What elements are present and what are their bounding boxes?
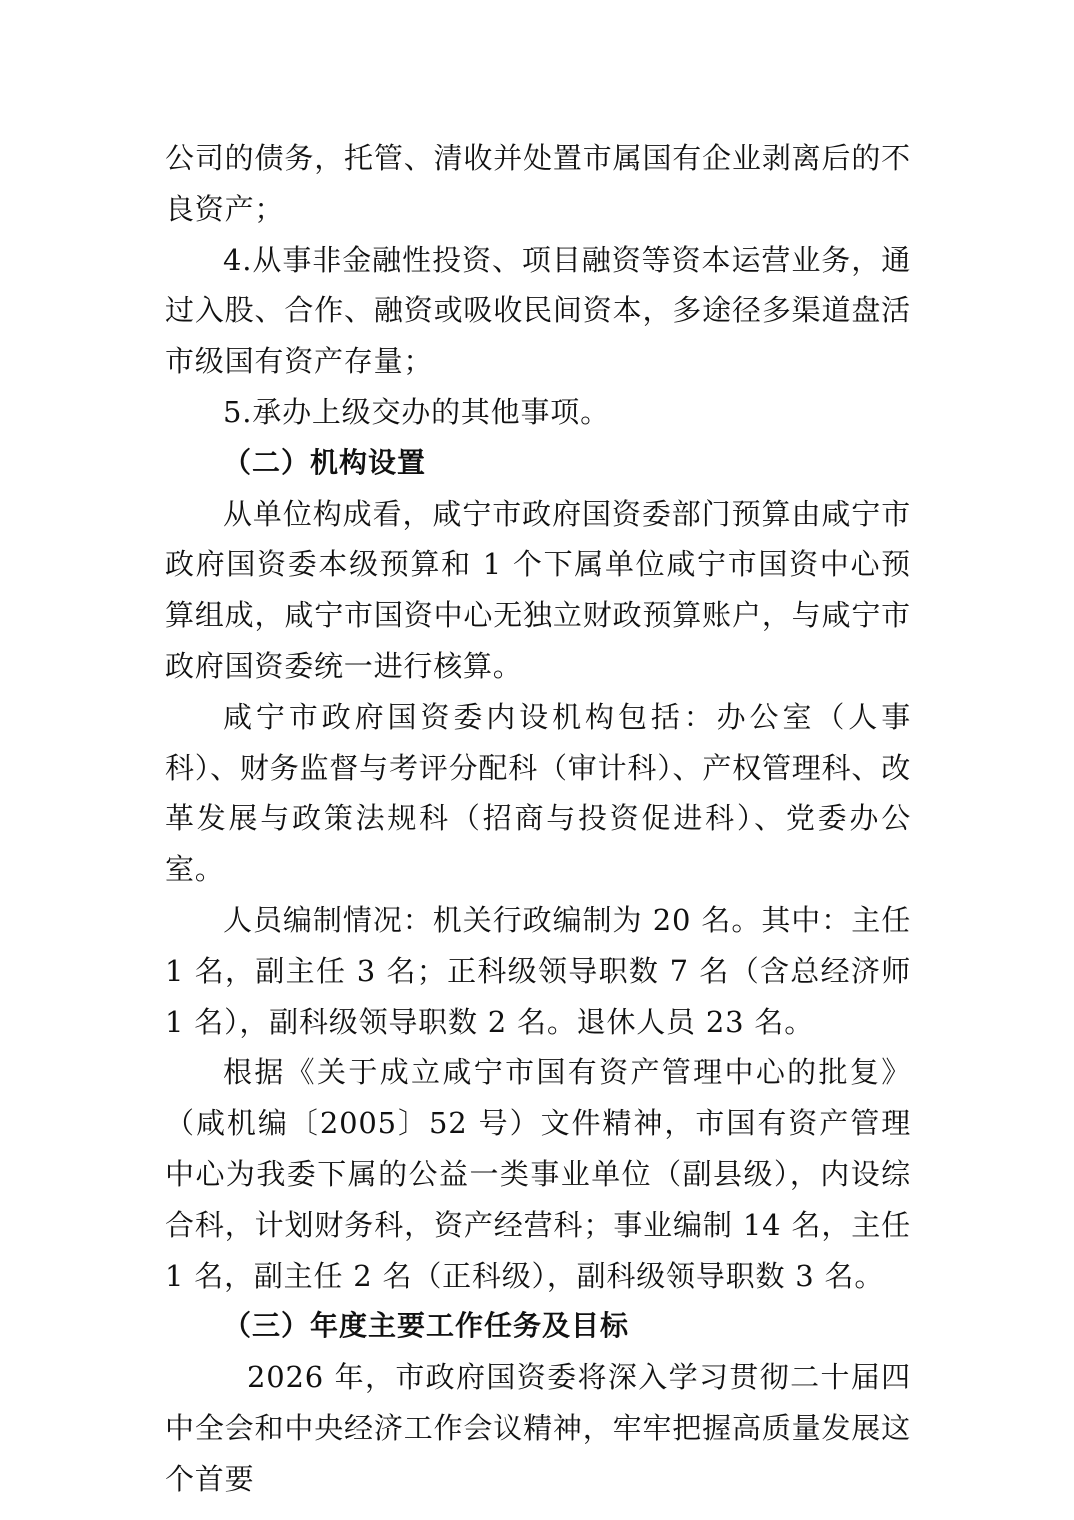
paragraph-2026-plan: 2026 年，市政府国资委将深入学习贯彻二十届四中全会和中央经济工作会议精神，牢牢把握高质量发展这个首要: [165, 1360, 911, 1496]
paragraph-staffing: 人员编制情况：机关行政编制为 20 名。其中：主任 1 名，副主任 3 名；正科级领导职数 7 名（含总经济师 1 名），副科级领导职数 2 名。退休人员 23 名。: [165, 902, 911, 1039]
section-heading-organization: （二）机构设置: [223, 445, 427, 479]
paragraph-internal-departments: 咸宁市政府国资委内设机构包括：办公室（人事科）、财务监督与考评分配科（审计科）、产权管理科、改革发展与政策法规科（招商与投资促进科）、党委办公室。: [165, 699, 911, 887]
paragraph-item-5: 5.承办上级交办的其他事项。: [223, 394, 610, 429]
document-body: [165, 133, 911, 1505]
paragraph-continued-debt: 公司的债务，托管、清收并处置市属国有企业剥离后的不良资产；: [165, 141, 911, 226]
paragraph-asset-center: 根据《关于成立咸宁市国有资产管理中心的批复》（咸机编〔2005〕52 号）文件精神，市国有资产管理中心为我委下属的公益一类事业单位（副县级），内设综合科，计划财务科，资产经营科；事业编制 14 名，主任 1 名，副主任 2 名（正科级），副科级领导职数 3 名。: [165, 1055, 911, 1293]
paragraph-unit-composition: 从单位构成看，咸宁市政府国资委部门预算由咸宁市政府国资委本级预算和 1 个下属单位咸宁市国资中心预算组成，咸宁市国资中心无独立财政预算账户，与咸宁市政府国资委统一进行核算。: [165, 496, 911, 683]
section-heading-annual-tasks: （三）年度主要工作任务及目标: [223, 1309, 630, 1343]
paragraph-item-4: 4.从事非金融性投资、项目融资等资本运营业务，通过入股、合作、融资或吸收民间资本，多途径多渠道盘活市级国有资产存量；: [165, 242, 911, 379]
